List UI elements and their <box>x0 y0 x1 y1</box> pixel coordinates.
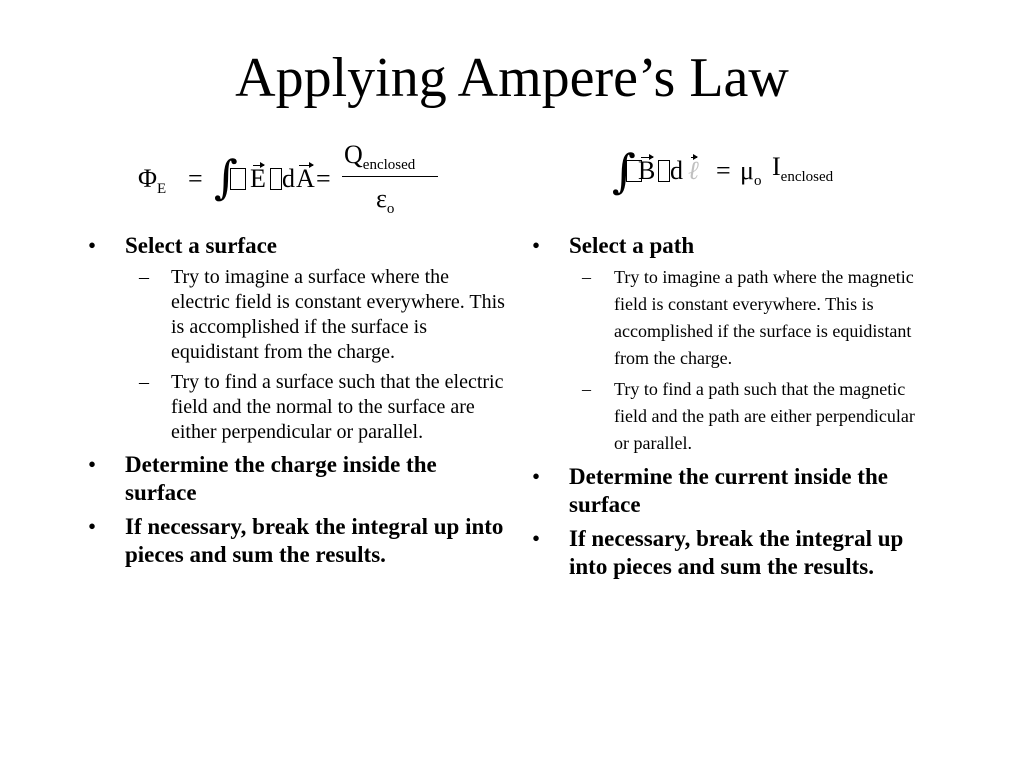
current-subscript: enclosed <box>780 169 834 185</box>
list-item <box>88 451 508 507</box>
list-item <box>88 232 508 445</box>
list-item <box>532 232 932 457</box>
sub-item-text: Try to imagine a surface where the electric field is constant everywhere. This is accomplished if the surface is equidistant from the charge. <box>171 266 505 363</box>
gauss-law-equation <box>130 138 470 222</box>
integral-sign: ∫ <box>612 144 636 198</box>
dot-product-box-icon <box>658 160 670 182</box>
dash-marker: – <box>582 267 591 287</box>
dash-marker: – <box>139 266 149 288</box>
path-element-vector: ℓ <box>688 156 699 186</box>
permeability-symbol: $\mu_o$ <box>740 156 762 189</box>
bullet-marker: • <box>532 233 541 258</box>
equals-sign: = <box>716 156 731 185</box>
bullet-text: Determine the current inside the surface <box>569 464 888 517</box>
sub-list-item <box>532 264 932 372</box>
sub-item-text: Try to imagine a path where the magnetic field is constant everywhere. This is accomplished if the surface is equidistant from the charge. <box>614 267 914 368</box>
list-item <box>532 463 932 519</box>
equals-sign: = <box>316 164 331 193</box>
permeability-subscript: o <box>753 173 762 189</box>
ampere-law-equation <box>608 142 908 202</box>
sub-list-item <box>88 265 508 365</box>
bullet-text: Determine the charge inside the surface <box>125 452 437 505</box>
flux-subscript: E <box>157 181 167 197</box>
list-item <box>88 513 508 569</box>
enclosed-current: $I_{enclosed}$ <box>772 152 834 185</box>
dash-marker: – <box>139 371 149 393</box>
list-item <box>532 525 932 581</box>
bullet-marker: • <box>532 464 541 489</box>
bullet-text: If necessary, break the integral up into pieces and sum the results. <box>569 526 904 579</box>
fraction-line <box>342 176 438 177</box>
closed-surface-box-icon <box>230 168 246 190</box>
sub-list-item <box>532 376 932 457</box>
charge-numerator: $Q_{enclosed}$ <box>344 140 416 173</box>
sub-list-item <box>88 370 508 445</box>
magnetic-field-vector: B <box>638 156 656 185</box>
bullet-text: Select a surface <box>125 233 277 258</box>
bullet-marker: • <box>532 526 541 551</box>
bullet-text: Select a path <box>569 233 695 258</box>
bullet-marker: • <box>88 233 97 258</box>
charge-subscript: enclosed <box>362 157 416 173</box>
electric-field-vector: E <box>250 164 266 193</box>
bullet-marker: • <box>88 514 97 539</box>
ampere-steps-list <box>532 232 932 587</box>
dot-product-box-icon <box>270 168 282 190</box>
dash-marker: – <box>582 379 591 399</box>
gauss-steps-list <box>88 232 508 575</box>
permittivity-denominator: $\varepsilon_o$ <box>376 184 395 217</box>
integral-sign: ∫ <box>214 150 238 204</box>
permittivity-subscript: o <box>386 201 395 217</box>
area-vector: A <box>296 164 315 193</box>
sub-item-text: Try to find a surface such that the electric field and the normal to the surface are either perpendicular or parallel. <box>171 371 504 443</box>
bullet-marker: • <box>88 452 97 477</box>
equals-sign: = <box>188 164 203 193</box>
bullet-text: If necessary, break the integral up into pieces and sum the results. <box>125 514 504 567</box>
sub-item-text: Try to find a path such that the magnetic field and the path are either perpendicular or parallel. <box>614 379 915 453</box>
differential-d: d <box>282 164 295 193</box>
slide-title: Applying Ampere’s Law <box>235 47 789 109</box>
differential-d: d <box>670 156 683 185</box>
flux-symbol: $\Phi_E$ <box>138 164 167 197</box>
